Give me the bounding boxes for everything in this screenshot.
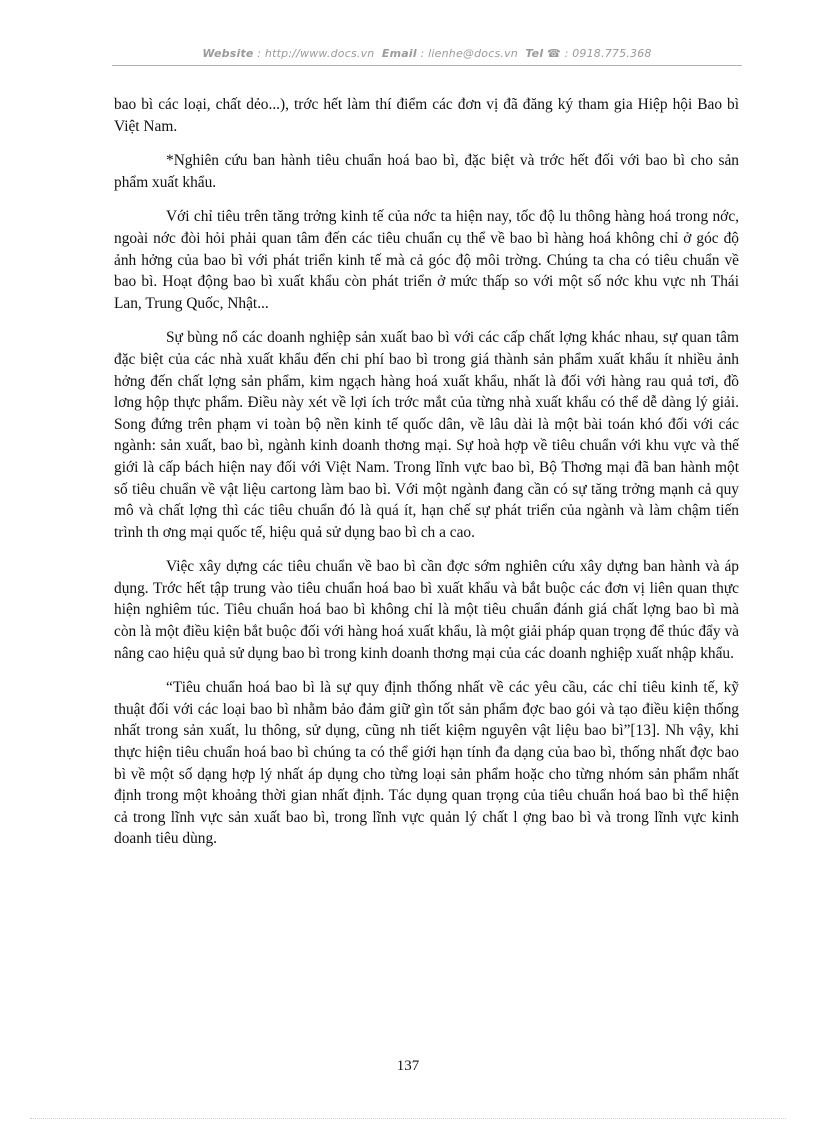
- tel-label: Tel: [525, 47, 544, 60]
- email-value: : lienhe@docs.vn: [420, 47, 518, 60]
- paragraph-6: “Tiêu chuẩn hoá bao bì là sự quy định thống nhất về các yêu cầu, các chỉ tiêu kinh tế, kỹ thuật đối với các loại bao bì nhằm bảo đảm giữ gìn tốt sản phẩm đợc bao gói và tạo điều kiện thống nhất trong sản xuất, lu thông, sử dụng, cũng nh tiết kiệm nguyên vật liệu bao bì”[13]. Nh vậy, khi thực hiện tiêu chuẩn hoá bao bì chúng ta có thể giới hạn tính đa dạng của bao bì, thống nhất đợc bao bì về một số dạng hợp lý nhất áp dụng cho từng loại sản phẩm hoặc cho từng nhóm sản phẩm nhất định trong một khoảng thời gian nhất định. Tác dụng quan trọng của tiêu chuẩn hoá bao bì thể hiện cả trong lĩnh vực sản xuất bao bì, trong lĩnh vực quản lý chất l ợng bao bì và trong lĩnh vực kinh doanh tiêu dùng.: [114, 679, 739, 848]
- footer-divider: [30, 1118, 786, 1119]
- header-divider: [112, 65, 742, 66]
- website-value: : http://www.docs.vn: [257, 47, 375, 60]
- page-number: 137: [396, 1058, 420, 1074]
- paragraph-4: Sự bùng nổ các doanh nghiệp sản xuất bao bì với các cấp chất lợng khác nhau, sự quan tâm đặc biệt của các nhà xuất khẩu đến chi phí bao bì trong giá thành sản phẩm xuất khẩu ít nhiều ảnh hởng đến chất lợng sản phẩm, kim ngạch hàng hoá xuất khẩu, nhất là đối với hàng rau quả tơi, đồ lơng hộp thực phẩm. Điều này xét về lợi ích trớc mắt của từng nhà xuất khẩu có thể dễ dàng lý giải. Song đứng trên phạm vi toàn bộ nền kinh tế quốc dân, về lâu dài là một bài toán khó đối với các ngành: sản xuất, bao bì, ngành kinh doanh thơng mại. Sự hoà hợp về tiêu chuẩn với khu vực và thế giới là cấp bách hiện nay đối với Việt Nam. Trong lĩnh vực bao bì, Bộ Thơng mại đã ban hành một số tiêu chuẩn về vật liệu cartong làm bao bì. Với một ngành đang cần có sự tăng trởng mạnh cả quy mô và chất lợng thì các tiêu chuẩn đó là quá ít, hạn chế sự phát triển của ngành và làm chậm tiến trình th ơng mại quốc tế, hiệu quả sử dụng bao bì ch a cao.: [114, 329, 739, 541]
- email-label: Email: [381, 47, 417, 60]
- tel-value: ☎ : 0918.775.368: [547, 47, 652, 60]
- paragraph-2: *Nghiên cứu ban hành tiêu chuẩn hoá bao bì, đặc biệt và trớc hết đối với bao bì cho sản phẩm xuất khẩu.: [114, 152, 739, 191]
- paragraph-3: Với chỉ tiêu trên tăng trởng kinh tế của nớc ta hiện nay, tốc độ lu thông hàng hoá trong nớc, ngoài nớc đòi hỏi phải quan tâm đến các tiêu chuẩn cụ thể về bao bì hàng hoá không chỉ ở góc độ ảnh hởng của bao bì với phát triển kinh tế mà cả góc độ môi trờng. Chúng ta cha có tiêu chuẩn về bao bì. Hoạt động bao bì xuất khẩu còn phát triển ở mức thấp so với một số nớc khu vực nh Thái Lan, Trung Quốc, Nhật...: [114, 208, 739, 312]
- paragraph-5: Việc xây dựng các tiêu chuẩn về bao bì cần đợc sớm nghiên cứu xây dựng ban hành và áp dụng. Trớc hết tập trung vào tiêu chuẩn hoá bao bì xuất khẩu và bắt buộc các đơn vị liên quan thực hiện nghiêm túc. Tiêu chuẩn hoá bao bì không chỉ là một tiêu chuẩn đánh giá chất lợng bao bì mà còn là một điều kiện bắt buộc đối với hàng hoá xuất khẩu, là một giải pháp quan trọng để thúc đẩy và nâng cao hiệu quả sử dụng bao bì trong kinh doanh thơng mại của các doanh nghiệp xuất nhập khẩu.: [114, 558, 739, 662]
- page-header: [112, 47, 742, 60]
- paragraph-1: bao bì các loại, chất dẻo...), trớc hết làm thí điểm các đơn vị đã đăng ký tham gia Hiệp hội Bao bì Việt Nam.: [114, 96, 739, 135]
- website-label: Website: [202, 47, 254, 60]
- document-body: [114, 94, 739, 863]
